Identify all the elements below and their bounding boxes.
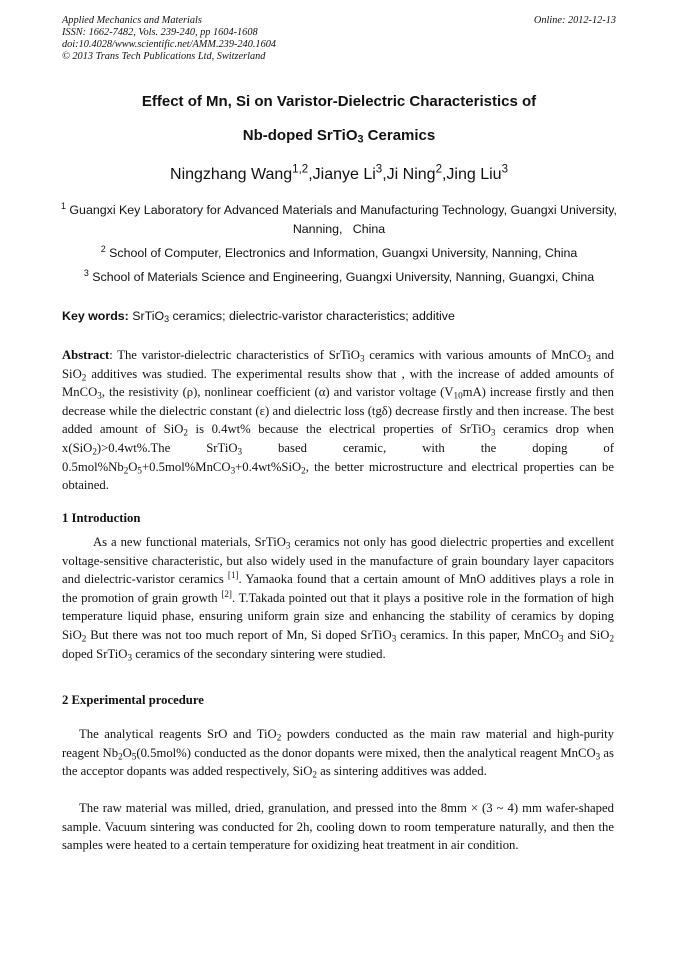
citation: [2] (221, 588, 232, 599)
affiliation: $^1$ Guangxi Key Laboratory for Advanced Materials and Manufacturing Technology, Guangxi University, Nanning, China (61, 201, 617, 236)
journal-issn: ISSN: 1662-7482, Vols. 239-240, pp 1604-1608 (62, 27, 258, 38)
citation: [1] (227, 570, 239, 581)
author: Jing Liu$^3$ (446, 163, 508, 183)
author: Jianye Li$^3$, (312, 163, 387, 183)
paper-title-line2: Nb-doped SrTiO$_3$ Ceramics (242, 127, 436, 146)
journal-info (62, 15, 276, 63)
journal-doi: doi:10.4028/www.scientific.net/AMM.239-240.1604 (62, 39, 277, 50)
experimental-paragraph: The raw material was milled, dried, granulation, and pressed into the 8mm × (3 ~ 4) mm wafer-shaped sample. Vacuum sintering was conducted for 2h, cooling down to room temperature naturally, and then the samples were heated to a certain temperature for oxidizing heat treatment in air condition. (62, 801, 614, 853)
author: Ningzhang Wang$^{1,2}$, (170, 163, 313, 183)
abstract: Abstract: The varistor-dielectric characteristics of SrTiO$_3$ ceramics with various amounts of MnCO$_3$ and SiO$_2$ additives was studied. The experimental results show that , with the increase of added amounts of MnCO$_3$, the resistivity (ρ), nonlinear coefficient (α) and varistor voltage $(V_{10}mA)$ increase firstly and then decrease while the dielectric constant (ε) and dielectric loss (tgδ) decrease firstly and then increase. The best added amount of SiO$_2$ is 0.4wt% because the electrical properties of SrTiO$_3$ ceramics drop when x(SiO$_2$)>0.4wt%.The SrTiO$_3$ based ceramic, with the doping of $0.5mol\%Nb_2O_5+0.5mol\%MnCO_3+0.4wt\%SiO_2$, the better microstructure and electrical properties can be obtained. (62, 348, 614, 493)
keywords: Key words: SrTiO$_3$ ceramics; dielectric-varistor characteristics; additive (62, 309, 455, 325)
section-heading-introduction: 1 Introduction (62, 511, 141, 525)
online-date: Online: 2012-12-13 (533, 15, 616, 26)
affiliation: $^3$ School of Materials Science and Engineering, Guangxi University, Nanning, Guangxi, China (83, 268, 595, 284)
journal-name: Applied Mechanics and Materials (62, 15, 202, 26)
author-list (0, 163, 678, 184)
keywords-label: Key words: (62, 309, 129, 323)
abstract-label: Abstract (62, 348, 110, 362)
section-heading-experimental: 2 Experimental procedure (62, 693, 204, 707)
journal-copyright: © 2013 Trans Tech Publications Ltd, Switzerland (62, 51, 266, 62)
affiliation: $^2$ School of Computer, Electronics and Information, Guangxi University, Nanning, China (100, 244, 578, 260)
paper-title-line1: Effect of Mn, Si on Varistor-Dielectric Characteristics of (141, 93, 537, 110)
introduction-paragraph: As a new functional materials, SrTiO$_3$ ceramics not only has good dielectric properties and excellent voltage-sensitive characteristic, but also widely used in the manufacture of grain boundary layer capacitors and dielectric-varistor ceramics [1]. Yamaoka found that a certain amount of MnO additives plays a role in the promotion of grain growth [2]. T.Takada pointed out that it plays a positive role in the formation of high temperature liquid phase, ensuring uniform grain size and enhancing the stability of ceramics by doping SiO$_2$ But there was not too much report of Mn, Si doped SrTiO$_3$ ceramics. In this paper, MnCO$_3$ and SiO$_2$ doped SrTiO$_3$ ceramics of the secondary sintering were studied. (62, 535, 614, 662)
experimental-paragraph: The analytical reagents SrO and TiO$_2$ powders conducted as the main raw material and high-purity reagent $Nb_2O_5(0.5mol\%)$ conducted as the donor dopants were mixed, then the analytical reagent MnCO$_3$ as the acceptor dopants was added respectively, SiO$_2$ as sintering additives was added. (62, 727, 614, 780)
author: Ji Ning$^2$, (386, 163, 447, 183)
